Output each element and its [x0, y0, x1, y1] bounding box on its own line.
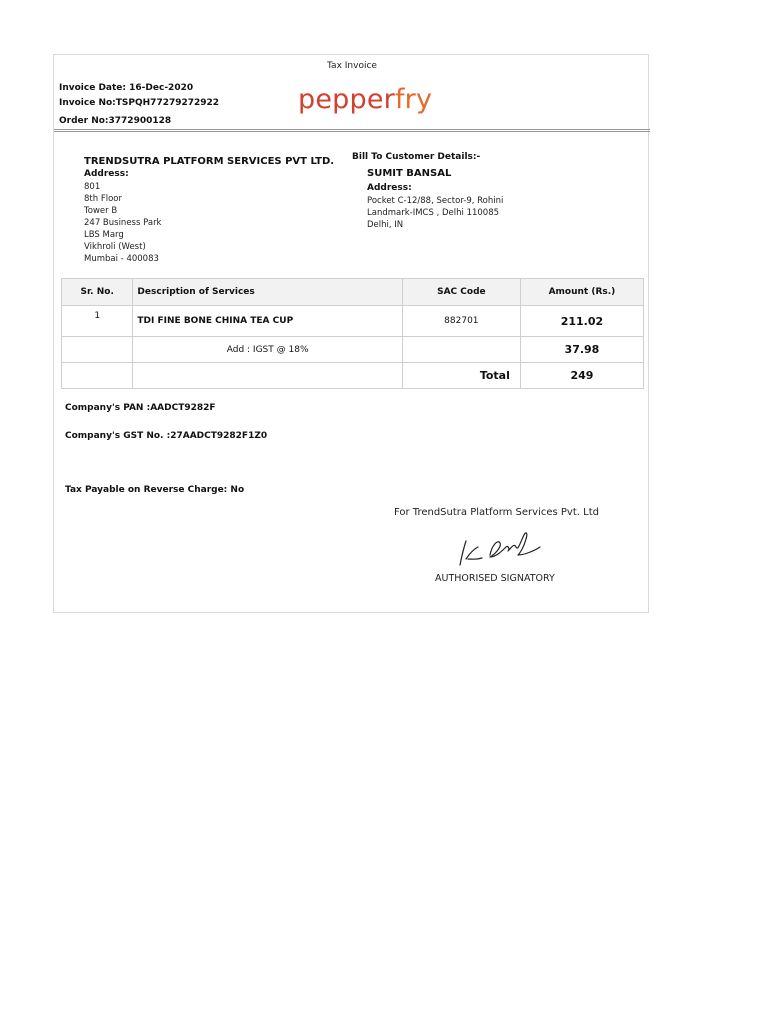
- cell-description: TDI FINE BONE CHINA TEA CUP: [133, 306, 402, 337]
- customer-address-label: Address:: [367, 183, 412, 193]
- total-value: 249: [520, 363, 643, 389]
- table-header-row: [62, 279, 644, 306]
- header-sr-no: Sr. No.: [62, 279, 133, 306]
- cell-amount: 211.02: [520, 306, 643, 337]
- cell-sr-no: 1: [62, 306, 133, 337]
- header-description: Description of Services: [133, 279, 402, 306]
- seller-address-line: LBS Marg: [84, 230, 124, 240]
- invoice-page: [53, 54, 649, 613]
- header-divider-bottom: [54, 131, 650, 132]
- seller-address-line: Vikhroli (West): [84, 242, 146, 252]
- reverse-charge: Tax Payable on Reverse Charge: No: [65, 485, 245, 495]
- logo-part-2: fry: [394, 84, 433, 115]
- signature-image: [454, 525, 544, 571]
- customer-address-line: Landmark-IMCS , Delhi 110085: [367, 208, 500, 218]
- seller-address-line: 801: [84, 182, 101, 192]
- table-row: [62, 306, 644, 337]
- header-sac-code: SAC Code: [402, 279, 520, 306]
- seller-address-line: Mumbai - 400083: [84, 254, 159, 264]
- invoice-date: Invoice Date: 16-Dec-2020: [59, 83, 194, 93]
- bill-to-heading: Bill To Customer Details:-: [352, 152, 481, 162]
- seller-address-line: 247 Business Park: [84, 218, 162, 228]
- cell-sr-no: [62, 337, 133, 363]
- order-number: Order No:3772900128: [59, 116, 172, 126]
- customer-address-line: Pocket C-12/88, Sector-9, Rohini: [367, 196, 504, 206]
- seller-name: TRENDSUTRA PLATFORM SERVICES PVT LTD.: [84, 156, 335, 167]
- document-title: Tax Invoice: [327, 61, 377, 71]
- table-row: [62, 337, 644, 363]
- header-amount: Amount (Rs.): [520, 279, 643, 306]
- cell-sac-code: 882701: [402, 306, 520, 337]
- total-label: Total: [402, 363, 520, 389]
- total-row: [62, 363, 644, 389]
- header-divider-top: [54, 129, 650, 130]
- cell-empty: [62, 363, 133, 389]
- customer-address: [367, 195, 503, 231]
- company-pan: Company's PAN :AADCT9282F: [65, 403, 216, 413]
- for-company-line: For TrendSutra Platform Services Pvt. Ltd: [394, 507, 599, 518]
- pepperfry-logo: [298, 84, 432, 115]
- customer-address-line: Delhi, IN: [367, 220, 404, 230]
- cell-sac-code: [402, 337, 520, 363]
- customer-name: SUMIT BANSAL: [367, 168, 452, 179]
- items-table: [61, 278, 644, 389]
- invoice-number: Invoice No:TSPQH77279272922: [59, 98, 220, 108]
- company-gst: Company's GST No. :27AADCT9282F1Z0: [65, 431, 268, 441]
- seller-address-line: 8th Floor: [84, 194, 122, 204]
- authorised-signatory: AUTHORISED SIGNATORY: [435, 573, 555, 584]
- seller-address-label: Address:: [84, 169, 129, 179]
- cell-amount: 37.98: [520, 337, 643, 363]
- logo-part-1: pepper: [298, 84, 395, 115]
- seller-address: [84, 181, 161, 265]
- cell-description: Add : IGST @ 18%: [133, 337, 402, 363]
- cell-empty: [133, 363, 402, 389]
- seller-address-line: Tower B: [84, 206, 118, 216]
